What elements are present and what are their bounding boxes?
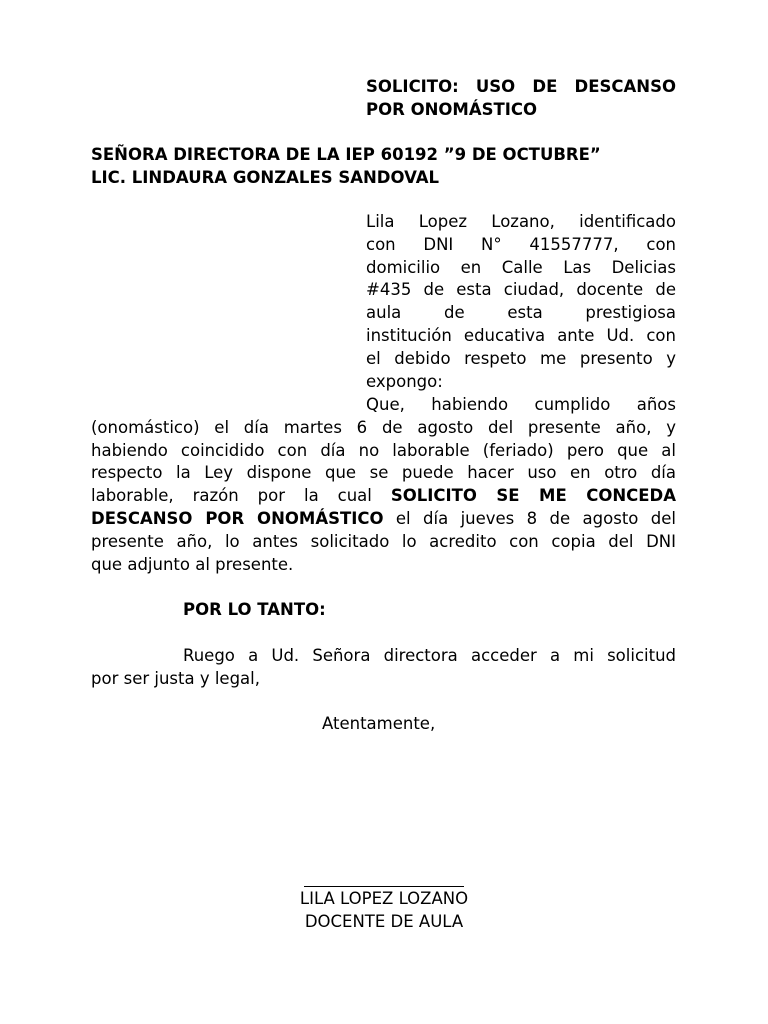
body-line: habiendo coincidido con día no laborable (feriado) pero que al — [91, 440, 676, 460]
body-line: (onomástico) el día martes 6 de agosto del presente año, y — [91, 417, 676, 437]
addressee-block — [91, 144, 691, 190]
subject-heading — [366, 76, 676, 122]
intro-line: #435 de esta ciudad, docente de — [366, 280, 676, 300]
body-line: que adjunto al presente. — [91, 554, 294, 574]
closing-salutation: Atentamente, — [322, 714, 436, 733]
intro-line: domicilio en Calle Las Delicias — [366, 257, 676, 277]
body-line: presente año, lo antes solicitado lo acredito con copia del DNI — [91, 531, 676, 551]
addressee-line-1: SEÑORA DIRECTORA DE LA IEP 60192 ”9 DE OCTUBRE” — [91, 145, 601, 164]
addressee-line-2: LIC. LINDAURA GONZALES SANDOVAL — [91, 167, 440, 187]
ruego-paragraph — [91, 645, 676, 691]
ruego-line: Ruego a Ud. Señora directora acceder a mi solicitud — [183, 646, 676, 665]
body-text: el día jueves 8 de agosto del — [383, 508, 676, 528]
intro-line: el debido respeto me presento y — [366, 348, 676, 368]
subject-line-2: POR ONOMÁSTICO — [366, 99, 538, 119]
request-emphasis: SOLICITO SE ME CONCEDA — [390, 486, 677, 506]
intro-line: Lila Lopez Lozano, identificado — [366, 212, 676, 231]
body-line: Que, habiendo cumplido años — [366, 395, 676, 414]
intro-paragraph — [366, 211, 676, 393]
signer-name: LILA LOPEZ LOZANO — [299, 889, 469, 908]
intro-line: aula de esta prestigiosa — [366, 303, 676, 323]
signature-block — [254, 888, 514, 934]
intro-line: con DNI N° 41557777, con — [366, 234, 676, 254]
ruego-line: por ser justa y legal, — [91, 668, 260, 688]
body-line — [91, 508, 676, 531]
subject-line-1: SOLICITO: USO DE DESCANSO — [366, 77, 676, 96]
signature-line — [304, 886, 464, 887]
body-text: laborable, razón por la cual — [91, 486, 391, 506]
intro-line: institución educativa ante Ud. con — [366, 325, 676, 345]
intro-line: expongo: — [366, 371, 443, 391]
body-line — [91, 485, 676, 508]
signer-title: DOCENTE DE AULA — [304, 911, 464, 931]
por-lo-tanto-heading: POR LO TANTO: — [183, 600, 326, 619]
body-paragraph — [91, 394, 676, 576]
request-emphasis: DESCANSO POR ONOMÁSTICO — [91, 508, 384, 528]
body-line: respecto la Ley dispone que se puede hacer uso en otro día — [91, 463, 676, 483]
